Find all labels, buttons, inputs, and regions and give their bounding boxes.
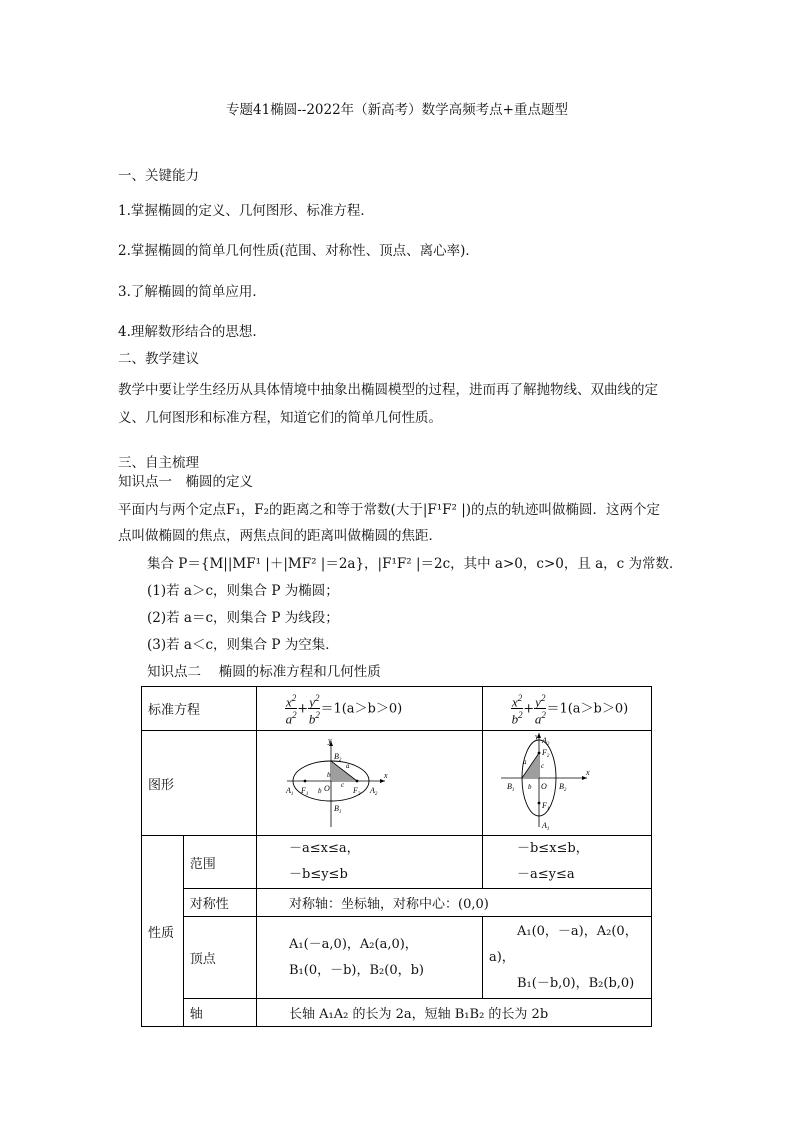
section-heading-teaching: 二、教学建议 <box>118 351 199 367</box>
figure-horizontal-ellipse <box>257 731 483 836</box>
case-2: (2)若 a＝c，则集合 P 为线段； <box>147 610 339 626</box>
symmetry-text: 对称轴：坐标轴，对称中心：(0,0) <box>257 889 652 917</box>
ellipse-properties-table <box>141 686 652 1027</box>
ability-item-4: 4.理解数形结合的思想. <box>118 324 257 340</box>
definition-line-1: 平面内与两个定点F₁，F₂的距离之和等于常数(大于|F¹F² |)的点的轨迹叫做椭圆．这两个定 <box>118 502 661 518</box>
svg-text:A2: $A_2$ <box>541 736 550 747</box>
document-title: 专题41椭圆--2022年（新高考）数学高频考点+重点题型 <box>226 102 568 118</box>
svg-text:F1: $F_1$ <box>541 801 550 812</box>
row-axes <box>142 999 652 1027</box>
ability-item-3: 3.了解椭圆的简单应用． <box>118 284 266 300</box>
vertices-horizontal-b: B₁(0，－b)，B₂(0，b) <box>289 962 425 978</box>
axis-text: 长轴 A₁A₂ 的长为 2a，短轴 B₁B₂ 的长为 2b <box>257 999 652 1027</box>
vertices-vertical-a: A₁(0，－a)，A₂(0， <box>516 923 638 939</box>
svg-text:c: c <box>540 762 545 770</box>
equation-horizontal-tail: ＝1(a＞b＞0) <box>320 701 403 716</box>
case-1: (1)若 a＞c，则集合 P 为椭圆； <box>147 583 339 599</box>
range-horizontal <box>257 836 483 889</box>
equation-horizontal: $\frac{x^2}{a^2}$ + $\frac{y^2}{b^2}$ ＝1(a＞b＞0) <box>257 687 483 731</box>
svg-text:B2: $B_2$ <box>334 752 342 763</box>
equation-vertical: $\frac{x^2}{b^2}$ + $\frac{y^2}{a^2}$ ＝1(a＞b＞0) <box>482 687 651 731</box>
vertices-horizontal <box>257 917 483 999</box>
range-vertical <box>482 836 651 889</box>
svg-text:B2: $B_2$ <box>558 782 567 793</box>
svg-text:F2: $F_2$ <box>541 748 550 759</box>
symmetry-label: 对称性 <box>183 889 256 917</box>
set-definition: 集合 P＝{M||MF¹ |＋|MF² |＝2a}，|F¹F² |＝2c，其中 a>0，c>0，且 a，c 为常数． <box>147 556 683 572</box>
svg-text:O: O <box>324 784 330 793</box>
range-vertical-y: －a≤y≤a <box>516 867 575 882</box>
case-3: (3)若 a＜c，则集合 P 为空集． <box>147 637 339 653</box>
ability-item-1: 1.掌握椭圆的定义、几何图形、标准方程． <box>118 203 374 219</box>
svg-text:F2: $F_2$ <box>353 786 361 797</box>
definition-line-2: 点叫做椭圆的焦点，两焦点间的距离叫做椭圆的焦距． <box>118 528 442 544</box>
section-heading-review: 三、自主梳理 <box>118 455 199 471</box>
vertices-horizontal-a: A₁(－a,0)，A₂(a,0)， <box>289 936 418 952</box>
equation-vertical-tail: ＝1(a＞b＞0) <box>546 701 629 716</box>
row-figure <box>142 731 652 836</box>
svg-text:B1: $B_1$ <box>334 804 342 815</box>
row-symmetry <box>142 889 652 917</box>
svg-text:x: x <box>585 768 590 777</box>
teaching-paragraph: 教学中要让学生经历从具体情境中抽象出椭圆模型的过程，进而再了解抛物线、双曲线的定义、几何图形和标准方程，知道它们的简单几何性质。 <box>118 382 658 426</box>
svg-text:c: c <box>341 781 345 789</box>
section-heading-ability: 一、关键能力 <box>118 168 199 184</box>
svg-text:A2: $A_2$ <box>370 786 378 797</box>
svg-text:y: y <box>328 736 332 745</box>
vertices-vertical-a-cont: a)， <box>488 949 515 965</box>
row-standard-equation <box>142 687 652 731</box>
svg-text:A1: $A_1$ <box>286 786 294 797</box>
range-horizontal-y: －b≤y≤b <box>289 867 348 882</box>
figure-label: 图形 <box>142 731 257 836</box>
ability-item-2: 2.掌握椭圆的简单几何性质(范围、对称性、顶点、离心率)． <box>118 243 479 259</box>
knowledge-point-2: 知识点二 椭圆的标准方程和几何性质 <box>147 664 381 680</box>
row-range <box>142 836 652 889</box>
vertices-vertical-b: B₁(－b,0)，B₂(b,0) <box>516 975 635 991</box>
vertices-vertical <box>482 917 651 999</box>
vertex-label: 顶点 <box>183 917 256 999</box>
svg-text:O: O <box>540 782 547 791</box>
fraction-y2-b2: $\frac{y^2}{b^2}$ <box>308 692 320 727</box>
svg-text:A1: $A_1$ <box>541 821 550 831</box>
range-horizontal-x: －a≤x≤a， <box>289 841 360 856</box>
range-vertical-x: －b≤x≤b， <box>516 841 589 856</box>
figure-vertical-ellipse <box>482 731 651 836</box>
svg-text:b: b <box>318 787 322 795</box>
row-vertices <box>142 917 652 999</box>
svg-text:a: a <box>346 762 350 770</box>
range-label: 范围 <box>183 836 256 889</box>
svg-text:y: y <box>534 732 539 741</box>
svg-text:B1: $B_1$ <box>506 782 515 793</box>
fraction-x2-a2: $\frac{x^2}{a^2}$ <box>285 692 297 727</box>
svg-text:F1: $F_1$ <box>301 786 309 797</box>
vertical-ellipse-diagram <box>483 731 651 831</box>
fraction-x2-b2: $\frac{x^2}{b^2}$ <box>511 692 523 727</box>
svg-text:b: b <box>527 783 532 791</box>
properties-label: 性质 <box>142 836 184 1027</box>
knowledge-point-1: 知识点一 椭圆的定义 <box>118 474 253 490</box>
svg-text:a: a <box>522 758 527 766</box>
axis-label: 轴 <box>183 999 256 1027</box>
svg-text:x: x <box>384 771 388 780</box>
fraction-y2-a2: $\frac{y^2}{a^2}$ <box>534 692 546 727</box>
horizontal-ellipse-diagram <box>257 731 481 831</box>
svg-text:b: b <box>327 771 331 779</box>
equation-label: 标准方程 <box>142 687 257 731</box>
